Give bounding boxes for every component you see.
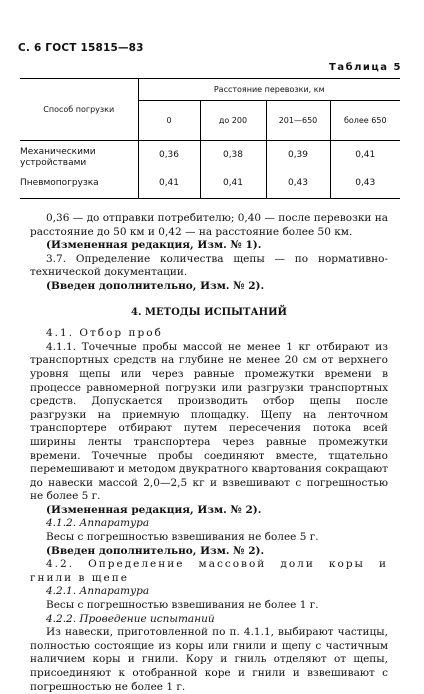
amendment-note: (Измененная редакция, Изм. № 2).: [46, 503, 262, 516]
subsection-heading: 4.1.2. Аппаратура: [46, 517, 150, 530]
row-label: Механическими устройствами: [20, 146, 96, 168]
col-0: 0: [138, 101, 200, 141]
col-over650: более 650: [330, 101, 400, 141]
cell: 0,38: [200, 141, 266, 169]
row-label: Пневмопогрузка: [20, 169, 138, 199]
table-row: [20, 141, 400, 169]
amendment-note: (Измененная редакция, Изм. № 1).: [46, 239, 262, 252]
cell: 0,43: [266, 169, 330, 199]
cell: 0,41: [200, 169, 266, 199]
paragraph: 3.7. Определение количества щепы — по нормативно-технической документации.: [30, 252, 388, 279]
paragraph: 4.1.1. Точечные пробы массой не менее 1 кг отбирают из транспортных средств на глубине не менее 20 см от верхнего уровня щепы или через равные промежутки времени в процессе равномерной погрузки или разгрузки транспортных средств. Допускается производить отбор щепы после разгрузки на приемную площадку. Щепу на ленточном транспортере отбирают путем пересечения потока всей ширины ленты транспортера через равные промежутки времени. Точечные пробы соединяют вместе, тщательно перемешивают и методом двукратного квартования сокращают до навески массой 2,0—2,5 кг и взвешивают с погрешностью не более 5 г.: [30, 340, 388, 503]
subsection-heading: 4.2. Определение массовой доли коры и гнили в щепе: [30, 558, 388, 584]
amendment-note: (Введен дополнительно, Изм. № 2).: [46, 544, 265, 557]
cell: 0,39: [266, 141, 330, 169]
paragraph: Весы с погрешностью взвешивания не более 5 г.: [46, 531, 319, 544]
table-row: [20, 169, 400, 199]
cell: 0,36: [138, 141, 200, 169]
subsection-heading: 4.2.2. Проведение испытаний: [46, 612, 215, 625]
cell: 0,43: [330, 169, 400, 199]
header-method: Способ погрузки: [20, 79, 138, 141]
paragraph: Из навески, приготовленной по п. 4.1.1, выбирают частицы, полностью состоящие из коры или гнили и щепу с частичным наличием коры и гнили. Кору и гниль отделяют от щепы, присоединяют к отобранной коре и гнили и взвешивают с погрешностью не более 1 г.: [30, 626, 388, 693]
col-201-650: 201—650: [266, 101, 330, 141]
paragraph: Весы с погрешностью взвешивания не более 1 г.: [46, 599, 319, 612]
body-text: [30, 212, 388, 694]
paragraph: 0,36 — до отправки потребителю; 0,40 — после перевозки на расстояние до 50 км и 0,42 — на расстояние более 50 км.: [30, 212, 388, 238]
section-title: 4. МЕТОДЫ ИСПЫТАНИЙ: [131, 306, 287, 318]
subsection-heading: 4.1. Отбор проб: [46, 327, 163, 340]
cell: 0,41: [138, 169, 200, 199]
page-header: С. 6 ГОСТ 15815—83: [18, 42, 144, 54]
col-upto200: до 200: [200, 101, 266, 141]
amendment-note: (Введен дополнительно, Изм. № 2).: [46, 279, 265, 292]
cell: 0,41: [330, 141, 400, 169]
subsection-heading: 4.2.1. Аппаратура: [46, 585, 150, 598]
header-distance: Расстояние перевозки, км: [138, 79, 400, 101]
data-table: [20, 78, 400, 199]
table-caption: Таблица 5: [329, 62, 402, 73]
